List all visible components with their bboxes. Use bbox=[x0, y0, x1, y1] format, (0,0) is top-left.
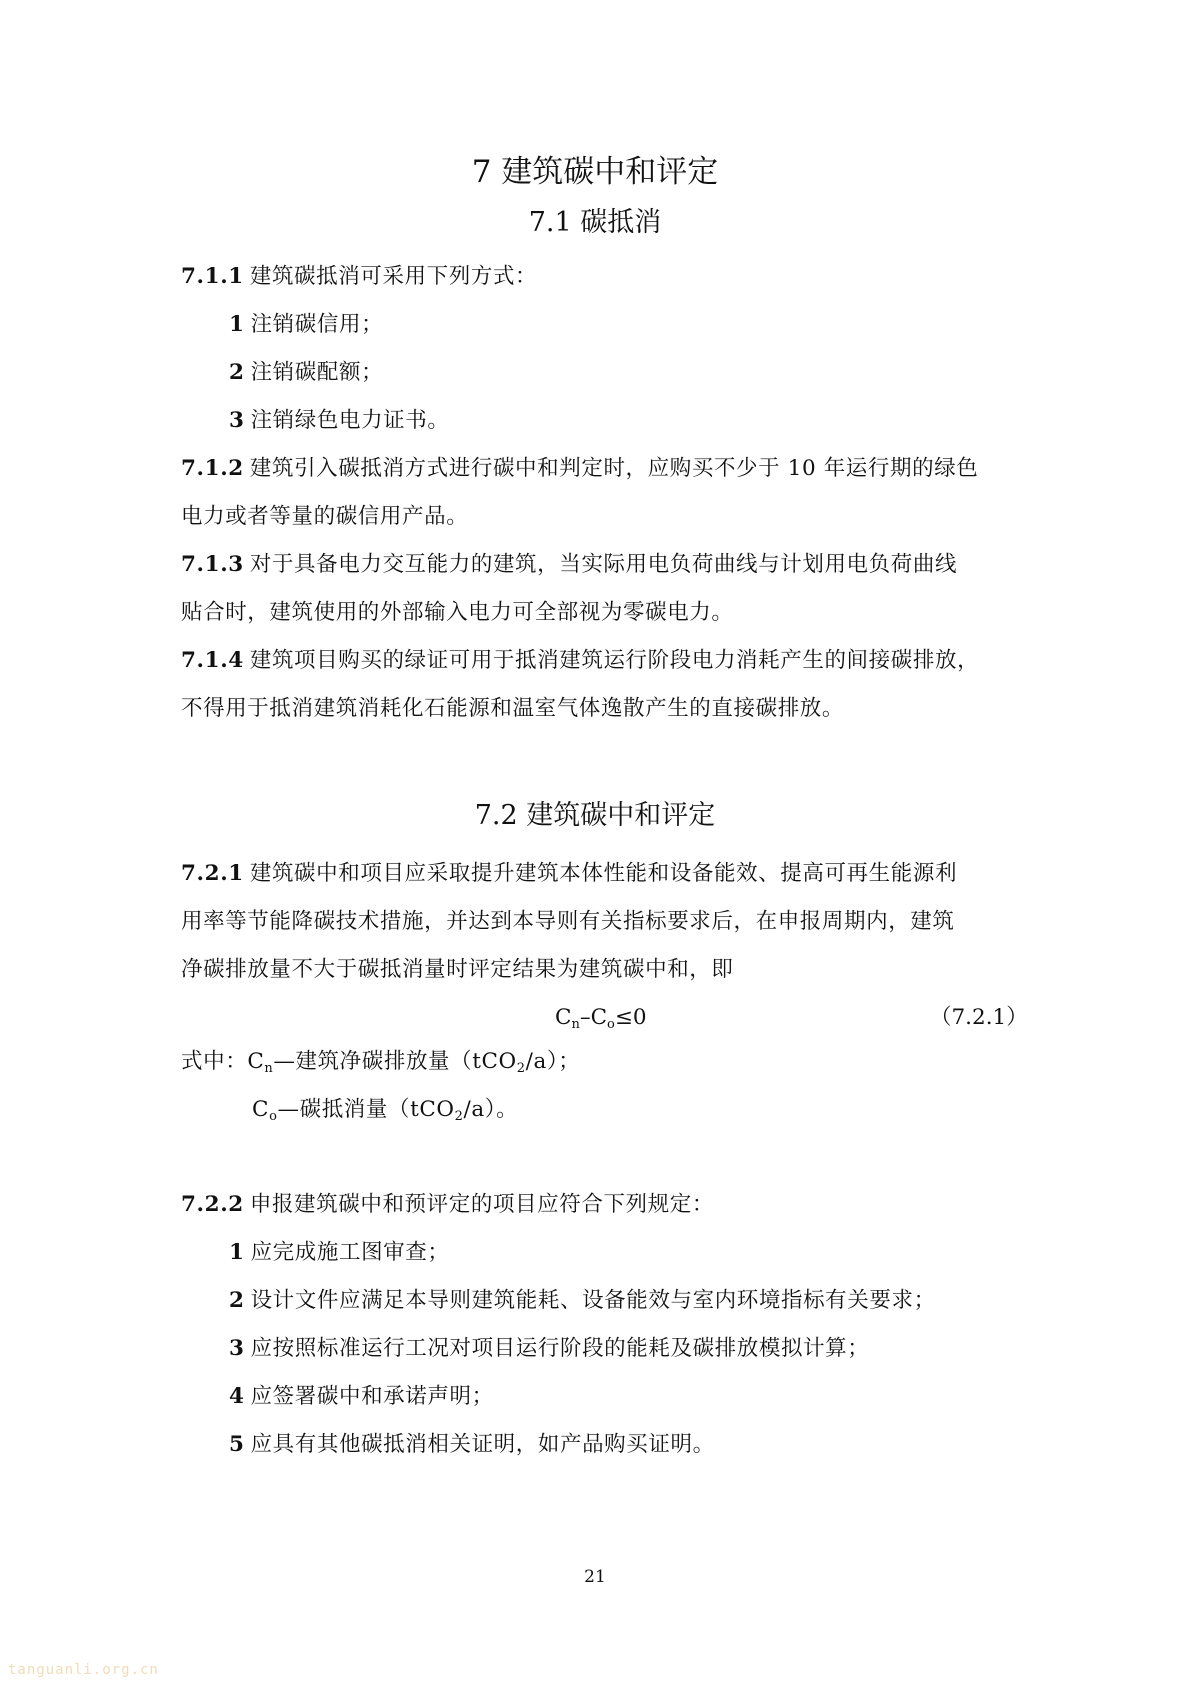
chapter-title: 7 建筑碳中和评定 bbox=[471, 154, 719, 190]
list-item: 5 应具有其他碳抵消相关证明，如产品购买证明。 bbox=[229, 1432, 715, 1457]
formula: $C_n-C_o\le 0$ bbox=[555, 1005, 647, 1032]
list-item: 3 注销绿色电力证书。 bbox=[229, 408, 450, 433]
list-item: 3 应按照标准运行工况对项目运行阶段的能耗及碳排放模拟计算； bbox=[229, 1336, 870, 1361]
clause-7-1-4: 7.1.4 建筑项目购买的绿证可用于抵消建筑运行阶段电力消耗产生的间接碳排放， 不得用于抵消建筑消耗化石能源和温室气体逸散产生的直接碳排放。 bbox=[181, 648, 980, 721]
list-item: 4 应签署碳中和承诺声明； bbox=[229, 1384, 494, 1409]
list-item: 1 注销碳信用； bbox=[229, 312, 384, 337]
definition-co: $C_o—$碳抵消量（tCO$_2$/a）。 bbox=[252, 1097, 519, 1124]
list-item: 2 设计文件应满足本导则建筑能耗、设备能效与室内环境指标有关要求； bbox=[229, 1288, 936, 1313]
clause-7-2-1: 7.2.1 建筑碳中和项目应采取提升建筑本体性能和设备能效、提高可再生能源利 用率等节能降碳技术措施，并达到本导则有关指标要求后，在申报周期内，建筑 净碳排放量不大于碳抵消量时评定结果为建筑碳中和，即 bbox=[181, 861, 958, 982]
page-number: 21 bbox=[584, 1567, 606, 1587]
clause-7-1-2: 7.1.2 建筑引入碳抵消方式进行碳中和判定时，应购买不少于 10 年运行期的绿色 电力或者等量的碳信用产品。 bbox=[181, 456, 979, 529]
list-item: 1 应完成施工图审查； bbox=[229, 1240, 450, 1265]
clause-text: 建筑碳抵消可采用下列方式： bbox=[249, 264, 538, 289]
formula-number: （7.2.1） bbox=[930, 1005, 1028, 1030]
clause-7-1-1 bbox=[181, 253, 1031, 301]
definition-cn: 式中：$C_n—$建筑净碳排放量（tCO$_2$/a）； bbox=[181, 1049, 581, 1076]
section-7-1-title: 7.1 碳抵消 bbox=[528, 207, 662, 238]
clause-7-1-3: 7.1.3 对于具备电力交互能力的建筑，当实际用电负荷曲线与计划用电负荷曲线 贴合时，建筑使用的外部输入电力可全部视为零碳电力。 bbox=[181, 552, 958, 625]
clause-number: 7.1.1 bbox=[181, 264, 244, 289]
section-7-2-title: 7.2 建筑碳中和评定 bbox=[474, 800, 716, 831]
list-item: 2 注销碳配额； bbox=[229, 360, 384, 385]
watermark: tanguanli.org.cn bbox=[8, 1662, 159, 1678]
clause-7-2-2: 7.2.2 申报建筑碳中和预评定的项目应符合下列规定： bbox=[181, 1192, 714, 1217]
